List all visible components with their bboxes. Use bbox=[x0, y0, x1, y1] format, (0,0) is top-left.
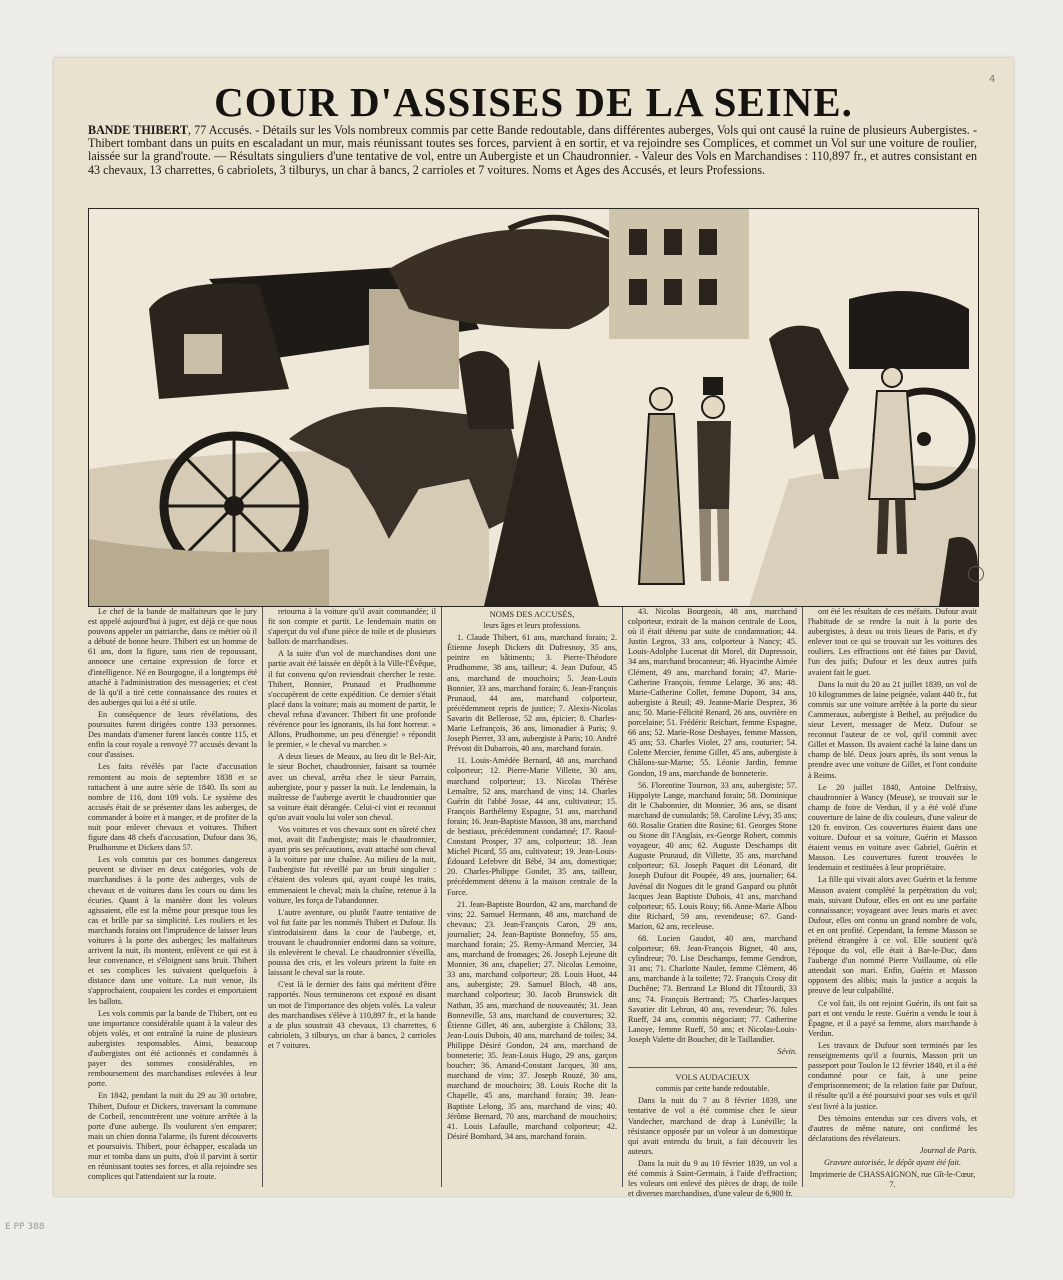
article-columns bbox=[88, 607, 977, 1199]
column-divider bbox=[441, 607, 442, 1187]
column-1-paragraph: Le chef de la bande de malfaiteurs que le jury est appelé aujourd'hui à juger, est déjà ce que nous pouvons appeler un patriarche, dans ce métier où il a débuté de bonne heure. Thibert est un homme de 61 ans, dont la figure, sans rien de repoussant, annonce une certaine expression de force et d'intelligence. Né en Bourgogne, il a longtemps été attaché à l'administration des messageries; et c'est de là qu'il a tiré cette connaissance des routes et des auberges qui lui a été si utile. bbox=[88, 607, 257, 707]
library-stamp bbox=[968, 566, 984, 582]
column-1-paragraph: En conséquence de leurs révélations, des poursuites furent dirigées contre 133 personnes. Des mandats d'amener furent lancés contre 115, et enfin la cour royale a renvoyé 77 accusés devant la cour d'assises. bbox=[88, 709, 257, 760]
column-4 bbox=[628, 607, 797, 1199]
engraving-authorization: Gravure autorisée, le dépôt ayant été fait. bbox=[823, 1157, 962, 1167]
summary-paragraph bbox=[88, 124, 977, 177]
column-2 bbox=[268, 607, 436, 1187]
bold-thefts-paragraph: Dans la nuit du 7 au 8 février 1839, une tentative de vol a été commise chez le sieur Vandecher, marchand de drap à Lunéville; la résistance opposée par un voleur à un domestique qui avait entendu du bruit, a fait découvrir les auteurs. bbox=[628, 1096, 797, 1156]
column-2-paragraph: A deux lieues de Meaux, au lieu dit le Bel-Air, le sieur Bochet, chaudronnier, faisant sa tournée avec un cheval, arrêta chez le sieur Parrain, aubergiste, pour y passer la nuit. Le lendemain, la maîtresse de l'auberge avertit le chaudronnier que sa voiture était dérangée. Celui-ci vint et reconnut qu'on avait voulu lui voler son cheval. bbox=[268, 752, 436, 822]
printer-imprint: Imprimerie de CHASSAIGNON, rue Gît-le-Cœur, 7. bbox=[809, 1170, 976, 1190]
bold-thefts-subheading: commis par cette bande redoutable. bbox=[655, 1084, 770, 1094]
column-3-paragraph: 11. Louis-Amédée Bernard, 48 ans, marchand colporteur; 12. Pierre-Marie Villette, 30 ans, marchand colporteur; 13. Nicolas Thérèse Lemaître, 52 ans, marchand de vins; 14. Charles Guérin dit l'abbé Josse, 44 ans, cultivateur; 15. François Barthélemy Espagne, 51 ans, marchand forain; 16. Jean-Baptiste Masson, 38 ans, marchand de bestiaux, précédemment condamné; 17. Raoul-Constant Prosper, 37 ans, colporteur; 18. Jean Michel Picard, 55 ans, cultivateur; 19. Jean-Louis-Édouard Lefebvre dit Bébé, 34 ans, domestique; 20. Charles-Philippe Gondet, 35 ans, tailleur, précédemment détenu à la maison centrale de la Force. bbox=[447, 756, 617, 897]
broadsheet bbox=[54, 58, 1013, 1199]
column-1-paragraph: En 1842, pendant la nuit du 29 au 30 octobre, Thibert, Dufour et Dickers, traversant la commune de Corbeil, rencontrèrent une voiture arrêtée à la porte d'une auberge. Ils voulurent s'en emparer; mais un chien donna l'alarme, ils furent découverts et poursuivis. Thibert, pour échapper, escalada un mur et tomba dans un puits, d'où il parvint à sortir en réunissant toutes ses forces, et alla rejoindre ses complices qui l'attendaient sur la route. bbox=[88, 1091, 257, 1182]
column-4-paragraph: 43. Nicolas Bourgeois, 48 ans, marchand colporteur, extrait de la maison centrale de Loos, où il était détenu par suite de condamnation; 44. Justin Legros, 33 ans, colporteur à Nancy; 45. Louis-Adolphe Lucenat dit Morel, dit Dupressoir, 34 ans, marchand brocanteur; 46. Hyacinthe Aimée Clément, 49 ans, marchand forain; 47. Marie-Catherine François, femme Lelarge, 36 ans; 48. Marie-Catherine Collet, femme Dupont, 34 ans, aubergiste à Reuil; 49. Jeanne-Marie Desprez, 36 ans; 50. Marie-Félicité Renard, 26 ans, ouvrière en porcelaine; 51. Frédéric Reichart, femme Espagne, 66 ans; 52. Marie-Rose Deshayes, femme Masson, 45 ans; 53. Charles Violet, 27 ans, couturier; 54. Colette Mercier, femme Gillet, 45 ans, aubergiste à Châlons-sur-Marne; 55. Léonie Jardin, femme Gondon, 19 ans, marchande de bonneterie. bbox=[628, 607, 797, 778]
column-3-paragraph: 1. Claude Thibert, 61 ans, marchand forain; 2. Étienne Joseph Dickers dit Dufresnoy, 35 ans, peintre en bâtiments; 3. Pierre-Théodore Prudhomme, 38 ans, tailleur; 4. Jean Dufour, 45 ans, marchand de mouchoirs; 5. Jean-Louis Bonnier, 33 ans, marchand forain; 6. Jean-François Prunaud, 44 ans, marchand colporteur, précédemment repris de justice; 7. Alexis-Nicolas Savarin dit Bellerose, 52 ans, épicier; 8. Charles-Marie Lefrançois, 36 ans, limonadier à Paris; 9. Joseph Pierret, 33 ans, aubergiste à Paris; 10. André Prévost dit Dubarrois, 40 ans, marchand forain. bbox=[447, 633, 617, 754]
column-2-paragraph: C'est là le dernier des faits qui méritent d'être rapportés. Nous terminerons cet exposé en disant un mot de l'importance des objets volés. La valeur des marchandises s'élève à 110,897 fr., et la bande a de plus soustrait 43 chevaux, 13 charrettes, 6 cabriolets, 3 tilburys, un char à bancs, 2 carrioles et 7 voitures. bbox=[268, 980, 436, 1050]
bold-thefts-paragraph: Dans la nuit du 9 au 10 février 1839, un vol a été commis à Saint-Germain, à l'aide d'effraction; les voleurs ont enlevé des pièces de drap, de toile et diverses marchandises, d'une valeur de 6,900 fr. bbox=[628, 1158, 797, 1199]
summary-lead: BANDE THIBERT bbox=[88, 123, 188, 137]
column-1-paragraph: Les faits révélés par l'acte d'accusation remontent au mois de septembre 1838 et se rattachent à une autre série de 1840. Ils sont au nombre de 116, dont 109 vols. Le système des accusés était de se présenter dans les auberges, de commander à boire et à manger, et de profiter de la nuit pour enlever chevaux et voitures. Thibert figure dans 48 chefs d'accusation, Dufour dans 36, Prudhomme et Dickers dans 57. bbox=[88, 762, 257, 853]
column-4-paragraph: 68. Lucien Gaudot, 40 ans, marchand colporteur; 69. Jean-François Bignet, 40 ans, cylindreur; 70. Lise Deschamps, femme Gendron, 31 ans; 71. Charlotte Naulet, femme Clément, 46 ans, marchande à la toilette; 72. François Crosy dit Duchêne; 73. Bertrand Le Blond dit l'Étourdi, 33 ans; 74. François Bertrand; 75. Charles-Jacques Savatier dit Lebrun, 40 ans, revendeur; 76. Jules Rueff, 24 ans, commis négociant; 77. Catherine Lanoye, femme Rueff, 50 ans; et Nicolas-Louis-Joseph Valette dit Boucher, dit le Taillandier. bbox=[628, 934, 797, 1044]
summary-text: , 77 Accusés. - Détails sur les Vols nombreux commis par cette Bande redoutable, dans différentes auberges, Vols qui ont causé la ruine de plusieurs Aubergistes. - Thibert tombant dans un puits en escaladant un mur, mais réunissant toutes ses forces, parvient à en sortir, et va rejoindre ses Complices, et commet un Vol sur une voiture de roulier, laissée sur la grand'route. — Résultats singuliers d'une tentative de vol, entre un Aubergiste et un Chaudronnier. - Valeur des Vols en Marchandises : 110,897 fr., et autres consistant en 43 chevaux, 13 charrettes, 6 cabriolets, 3 tilburys, un char à bancs, 2 carrioles et 7 voitures. Noms et Ages des Accusés, et leurs Professions. bbox=[88, 123, 977, 177]
page-title: COUR D'ASSISES DE LA SEINE. bbox=[214, 79, 853, 125]
column-5-paragraph: Le 20 juillet 1840, Antoine Delfraisy, chaudronnier à Wancy (Meuse), se trouvait sur le champ de foire de Verdun, il y a été volé d'une couverture de laine de dix couleurs, d'une valeur de 120 fr. environ. Ces couvertures étaient dans une voiture. Dufour et sa voiture, Guérin et Masson étaient venus en voiture avec Gabriel, Guérin et Masson. Les couvertures furent trouvées le lendemain et restituées à leur propriétaire. bbox=[808, 782, 977, 873]
column-5-paragraph: Des témoins entendus sur ces divers vols, et d'autres de même nature, ont confirmé les déclarations des révélateurs. bbox=[808, 1113, 977, 1143]
column-2-paragraph: A la suite d'un vol de marchandises dont une partie avait été laissée en dépôt à la Ville-l'Évêque, il fut convenu qu'on reviendrait chercher le reste. Thibert, Bonnier, Prunaud et Prudhomme s'occupèrent de cette expédition. Ce dernier s'était placé dans la voiture; mais au moment de partir, le cheval refusa d'avancer. Thibert fit une profonde révérence pour les ignorants, ils lui font horreur. « Allons, Prudhomme, un peu d'énergie! » répondit le premier, « le cheval va marcher. » bbox=[268, 649, 436, 750]
column-divider bbox=[622, 607, 623, 1187]
column-1-paragraph: Les vols commis par la bande de Thibert, ont eu une importance considérable quant à la valeur des objets volés, et ont entraîné la ruine de plusieurs aubergistes responsables. Ainsi, beaucoup d'aubergistes ont été actionnés et condamnés à payer des sommes considérables, en remboursement des marchandises enlevées à leur porte. bbox=[88, 1008, 257, 1089]
accused-list-heading: NOMS DES ACCUSÉS, bbox=[489, 609, 575, 619]
column-4-paragraph: 56. Florentine Tournon, 33 ans, aubergiste; 57. Hippolyte Lange, marchand forain; 58. Dominique dit le Chabonnier, dit Monnier, 36 ans, se disant marchand de cumulards; 59. Caroline Lévy, 35 ans; 60. Rosalie Gratien dite Rosine; 61. Georges Stone ou Stone dit l'Anglais, ex-George Robert, commis voyageur, 40 ans; 62. Auguste Deschamps dit Auguste Prunaud, dit Villette, 35 ans, marchand colporteur; 63. Joseph Paquet dit Léonard, dit Joseph Dufour dit Poupée, 49 ans, journalier; 64. Juvénal dit Nogues dit le grand Gaspard ou plutôt Jacques Jean Baptiste Dubois, 41 ans, marchand colporteur; 65. Louis Rouy; 66. Anne-Marie Albou dite Richard, 59 ans, revendeuse; 67. Gand-Marion, 62 ans, receleuse. bbox=[628, 780, 797, 931]
column-2-paragraph: Vos voitures et vos chevaux sont en sûreté chez moi, avait dit l'aubergiste; mais le chaudronnier, ayant pris ses précautions, avait attaché son cheval à la voiture par une chaîne. Au milieu de la nuit, l'aubergiste fut réveillé par un bruit singulier : c'étaient des voleurs qui, ayant coupé les traits, emmenaient le cheval; mais la chaîne, retenue à la voiture, les força de l'abandonner. bbox=[268, 824, 436, 905]
column-4-signature: Sévin. bbox=[777, 1047, 797, 1057]
column-3-paragraph: 21. Jean-Baptiste Bourdon, 42 ans, marchand de vins; 22. Samuel Hermann, 48 ans, marchand de chevaux; 23. Jean-François Caron, 29 ans, journalier; 24. Jean-Baptiste Bonnefoy, 55 ans, marchand forain; 25. Remy-Armand Mercier, 34 ans, marchand de fromages; 26. Joseph Lejeune dit Monnier, 36 ans, chapelier; 27. Nicolas Lemoine, 33 ans, marchand colporteur; 28. Louis Huot, 44 ans, aubergiste; 29. Samuel Bloch, 48 ans, marchand colporteur; 30. Jacob Brunswick dit Nathan, 35 ans, marchand de nouveautés; 31. Jean Bonneville, 53 ans, marchand de couvertures; 32. Étienne Gillet, 46 ans, aubergiste à Châlons; 33. Jean-Louis Dubois, 40 ans, marchand de toiles; 34. Philippe Désiré Gondon, 24 ans, marchand de bonneterie; 35. Jean-Louis Hugo, 29 ans, garçon boucher; 36. Amand-Constant Jacques, 30 ans, marchand de vins; 37. Joseph Rouzé, 30 ans, marchand de mouchoirs; 38. Louis Roche dit la Chapelle, 45 ans, marchand forain; 39. Jean-Baptiste Lelong, 35 ans, marchand de vins; 40. Jérôme Bernard, 70 ans, marchand de mouchoirs; 41. Louis Lafaulle, marchand colporteur; 42. Désiré Bombard, 34 ans, marchand forain. bbox=[447, 899, 617, 1141]
column-1 bbox=[88, 607, 257, 1187]
column-5-paragraph: Dans la nuit du 20 au 21 juillet 1839, un vol de 10 kilogrammes de laine peignée, valant 440 fr., fut commis sur une voiture arrêtée à la porte du sieur Cammeraux, aubergiste à Bethel, au préjudice du sieur Levert, messager de Metz. Dufour se reconnut l'auteur de ce vol, qu'il commit avec Gillet et Masson. Ils avaient caché la laine dans un champ de blé. Deux jours après, ils sont venus la prendre avec une voiture de Gillet, et l'ont conduite à Reims. bbox=[808, 679, 977, 780]
column-5-paragraph: Ce vol fait, ils ont rejoint Guérin, ils ont fait sa part et ont vendu le reste. Guérin a vendu le tout à Épagne, et il a payé sa femme, alors marchande à Verdun. bbox=[808, 998, 977, 1038]
column-5-paragraph: La fille qui vivait alors avec Guérin et la femme Masson avaient complété la perpétration du vol; mais, suivant Dufour, elles en ont eu une parfaite connaissance; voyageant avec leurs maris et avec Dufour, elles ont connu un grand nombre de vols, et en ont profité. Cependant, la femme Masson se prétend étrangère à ce vol. Elle soutient qu'à l'époque du vol, elle était à Bar-le-Duc, dans l'auberge d'un nommé Pierre Vuillaume, où elle attendait son mari. Enfin, Guérin et Masson opposent des alibis; mais la justice a acquis la preuve de leur culpabilité. bbox=[808, 875, 977, 996]
pencil-inventory-note: E PP 388 bbox=[5, 1222, 45, 1232]
column-divider bbox=[802, 607, 803, 1187]
column-2-paragraph: L'autre aventure, ou plutôt l'autre tentative de vol fut faite par les nommés Thibert et Dufour. Ils s'introduisirent dans la cour de l'auberge, et, trouvant le chaudronnier endormi dans sa voiture, ils enlevèrent le cheval. Le chaudronnier s'éveilla, poussa des cris, et les voleurs prirent la fuite en laissant le cheval sur la route. bbox=[268, 907, 436, 978]
bold-thefts-heading: VOLS AUDACIEUX bbox=[628, 1067, 797, 1082]
woodcut-illustration-art bbox=[89, 209, 978, 606]
source-journal: Journal de Paris. bbox=[919, 1145, 977, 1155]
accused-list-subheading: leurs âges et leurs professions. bbox=[483, 621, 581, 631]
woodcut-illustration bbox=[88, 208, 979, 607]
column-5-paragraph: Les travaux de Dufour sont terminés par les renseignements qu'il a fournis, Masson prit un passeport pour Toulon le 12 février 1840, et il a été condamné pour ce fait, à une peine d'emprisonnement; de la relation faite par Dufour, il résulte qu'il a été poursuivi pour ses vols et qu'il s'est livré à la justice. bbox=[808, 1040, 977, 1111]
column-5 bbox=[808, 607, 977, 1190]
column-5-paragraph: ont été les résultats de ces méfaits. Dufour avait l'habitude de se rendre la nuit à la porte des aubergistes, à deux ou trois lieues de Paris, et d'y enlever tout ce qui se trouvait sur les voitures des rouliers. Les effractions ont été faites par David, l'un des juifs; Dufour et les deux autres juifs avaient fait le guet. bbox=[808, 607, 977, 677]
column-2-paragraph: retourna à la voiture qu'il avait commandée; il fit son compte et partit. Le lendemain matin on s'aperçut du vol d'une pièce de toile et de plusieurs ballots de marchandises. bbox=[268, 607, 436, 647]
column-1-paragraph: Les vols commis par ces hommes dangereux peuvent se diviser en deux catégories, vols de marchandises à la porte des auberges, vols de chevaux et de voitures dans les cours ou dans les écuries. Quant à la manière dont les voleurs agissaient, elle est la même pour presque tous les cas et brille par sa simplicité. Les rouliers et les marchands forains ont l'imprudence de laisser leurs voitures à la porte des auberges; les malfaiteurs arrivent la nuit, ils montent, enlèvent ce qui est à leur convenance, et s'éloignent sans bruit. Thibert et ses complices les suivaient quelquefois à distance dans une voiture. La nuit venue, ils s'approchaient, coupaient les cordes et emportaient les ballots. bbox=[88, 855, 257, 1006]
column-divider bbox=[262, 607, 263, 1187]
column-3 bbox=[447, 607, 617, 1187]
corner-mark: 4 bbox=[989, 74, 996, 85]
